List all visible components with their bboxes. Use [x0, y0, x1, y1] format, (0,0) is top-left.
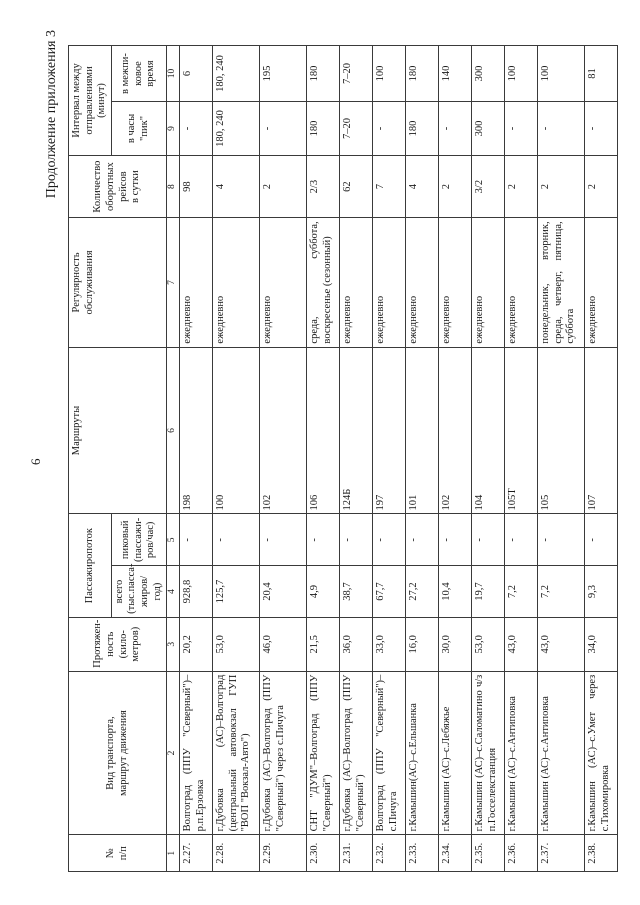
col-number: 4 — [167, 566, 180, 618]
route-length: 20,2 — [180, 617, 213, 671]
route-code: 107 — [585, 347, 618, 514]
interval-peak: 180 — [406, 102, 439, 156]
table-row — [180, 46, 213, 872]
table-row — [505, 46, 538, 872]
service-regularity: среда, суббота, воскресенье (сезонный) — [307, 218, 340, 347]
passengers-total: 125,7 — [213, 566, 260, 618]
interval-offpeak: 100 — [373, 46, 406, 102]
col-number: 2 — [167, 671, 180, 835]
route-code: 100 — [213, 347, 260, 514]
interval-peak: 180, 240 — [213, 102, 260, 156]
header-interval: Интервал между отправлениями (минут) — [69, 46, 112, 156]
table-row — [213, 46, 260, 872]
daily-trips: 4 — [406, 155, 439, 217]
header-pass-flow: Пассажиропоток — [69, 514, 112, 617]
interval-offpeak: 300 — [472, 46, 505, 102]
service-regularity: ежедневно — [585, 218, 618, 347]
daily-trips: 2/3 — [307, 155, 340, 217]
passengers-total: 67,7 — [373, 566, 406, 618]
route-length: 34,0 — [585, 617, 618, 671]
route-name: г.Камышин (АС)–с.Умет через с.Тихомировка — [585, 671, 618, 835]
service-regularity: ежедневно — [260, 218, 307, 347]
passengers-peak: - — [585, 514, 618, 566]
passengers-total: 27,2 — [406, 566, 439, 618]
interval-offpeak: 100 — [505, 46, 538, 102]
routes-table — [68, 45, 618, 872]
daily-trips: 2 — [538, 155, 585, 217]
daily-trips: 2 — [585, 155, 618, 217]
route-name: г.Дубовка (АС)–Волгоград (ППУ "Северный") — [340, 671, 373, 835]
continuation-label: Продолжение приложения 3 — [44, 30, 59, 199]
daily-trips: 2 — [260, 155, 307, 217]
route-name: г.Дубовка (АС)–Волгоград (центральный автовокзал ГУП "ВОП "Вокзал-Авто") — [213, 671, 260, 835]
passengers-total: 928,8 — [180, 566, 213, 618]
col-number: 9 — [167, 102, 180, 156]
passengers-peak: - — [472, 514, 505, 566]
interval-peak: - — [260, 102, 307, 156]
route-code: 102 — [260, 347, 307, 514]
route-code: 104 — [472, 347, 505, 514]
route-length: 53,0 — [472, 617, 505, 671]
daily-trips: 3/2 — [472, 155, 505, 217]
service-regularity: ежедневно — [439, 218, 472, 347]
route-code: 101 — [406, 347, 439, 514]
service-regularity: ежедневно — [406, 218, 439, 347]
passengers-peak: - — [180, 514, 213, 566]
route-length: 43,0 — [538, 617, 585, 671]
route-code: 105 — [538, 347, 585, 514]
interval-offpeak: 100 — [538, 46, 585, 102]
interval-offpeak: 180, 240 — [213, 46, 260, 102]
service-regularity: понедельник, вторник, среда, четверг, пятница, суббота — [538, 218, 585, 347]
col-number: 6 — [167, 347, 180, 514]
route-name: г.Камышин (АС)–с.Саломатино ч/з п.Госселекстанция — [472, 671, 505, 835]
col-number: 3 — [167, 617, 180, 671]
table-row — [340, 46, 373, 872]
interval-offpeak: 180 — [406, 46, 439, 102]
interval-offpeak: 195 — [260, 46, 307, 102]
passengers-total: 10,4 — [439, 566, 472, 618]
interval-peak: - — [585, 102, 618, 156]
route-name: СНТ "ДУМ"–Волгоград (ППУ "Северный") — [307, 671, 340, 835]
col-number: 8 — [167, 155, 180, 217]
route-code: 198 — [180, 347, 213, 514]
route-name: Волгоград (ППУ "Северный")–с.Пичуга — [373, 671, 406, 835]
table-row — [373, 46, 406, 872]
passengers-total: 20,4 — [260, 566, 307, 618]
route-length: 21,5 — [307, 617, 340, 671]
route-length: 36,0 — [340, 617, 373, 671]
header-route: Вид транспорта, маршрут движения — [69, 671, 167, 835]
col-number: 7 — [167, 218, 180, 347]
table-row — [260, 46, 307, 872]
page-number: 6 — [28, 458, 43, 465]
table-row — [538, 46, 585, 872]
header-num: № п/п — [69, 835, 167, 872]
route-name: г.Дубовка (АС)–Волгоград (ППУ "Северный") через с.Пичуга — [260, 671, 307, 835]
interval-offpeak: 140 — [439, 46, 472, 102]
header-routes: Маршруты — [69, 347, 167, 514]
route-length: 43,0 — [505, 617, 538, 671]
service-regularity: ежедневно — [373, 218, 406, 347]
row-number: 2.37. — [538, 835, 585, 872]
header-interval-off: в межпи- ковое время — [111, 46, 166, 102]
route-code: 197 — [373, 347, 406, 514]
route-length: 33,0 — [373, 617, 406, 671]
daily-trips: 4 — [213, 155, 260, 217]
row-number: 2.30. — [307, 835, 340, 872]
passengers-peak: - — [307, 514, 340, 566]
interval-offpeak: 7–20 — [340, 46, 373, 102]
passengers-peak: - — [213, 514, 260, 566]
passengers-total: 4,9 — [307, 566, 340, 618]
daily-trips: 98 — [180, 155, 213, 217]
table-row — [585, 46, 618, 872]
table-row — [472, 46, 505, 872]
row-number: 2.27. — [180, 835, 213, 872]
passengers-peak: - — [505, 514, 538, 566]
route-name: Волгоград (ППУ "Северный")–р.п.Ерзовка — [180, 671, 213, 835]
row-number: 2.38. — [585, 835, 618, 872]
interval-peak: - — [439, 102, 472, 156]
service-regularity: ежедневно — [180, 218, 213, 347]
route-name: г.Камышин (АС)–с.Лебяжье — [439, 671, 472, 835]
route-code: 106 — [307, 347, 340, 514]
header-pass-peak: пиковый (пассажи- ров/час) — [111, 514, 166, 566]
col-number: 1 — [167, 835, 180, 872]
daily-trips: 2 — [505, 155, 538, 217]
passengers-total: 38,7 — [340, 566, 373, 618]
passengers-peak: - — [439, 514, 472, 566]
interval-peak: 7–20 — [340, 102, 373, 156]
row-number: 2.32. — [373, 835, 406, 872]
route-code: 105Т — [505, 347, 538, 514]
service-regularity: ежедневно — [340, 218, 373, 347]
service-regularity: ежедневно — [472, 218, 505, 347]
interval-peak: - — [538, 102, 585, 156]
route-length: 16,0 — [406, 617, 439, 671]
row-number: 2.36. — [505, 835, 538, 872]
service-regularity: ежедневно — [213, 218, 260, 347]
passengers-total: 9,3 — [585, 566, 618, 618]
row-number: 2.35. — [472, 835, 505, 872]
interval-offpeak: 81 — [585, 46, 618, 102]
col-number: 5 — [167, 514, 180, 566]
route-code: 102 — [439, 347, 472, 514]
header-pass-total: всего (тыс.пасса- жиров/год) — [111, 566, 166, 618]
interval-peak: 180 — [307, 102, 340, 156]
route-name: г.Камышин(АС)–с.Ельшанка — [406, 671, 439, 835]
table-row — [307, 46, 340, 872]
route-name: г.Камышин (АС)–с.Антиповка — [505, 671, 538, 835]
interval-peak: - — [505, 102, 538, 156]
interval-offpeak: 6 — [180, 46, 213, 102]
interval-offpeak: 180 — [307, 46, 340, 102]
passengers-total: 7,2 — [505, 566, 538, 618]
passengers-peak: - — [340, 514, 373, 566]
daily-trips: 7 — [373, 155, 406, 217]
interval-peak: - — [180, 102, 213, 156]
interval-peak: 300 — [472, 102, 505, 156]
header-regularity: Регулярность обслуживания — [69, 218, 167, 347]
row-number: 2.33. — [406, 835, 439, 872]
interval-peak: - — [373, 102, 406, 156]
passengers-peak: - — [373, 514, 406, 566]
service-regularity: ежедневно — [505, 218, 538, 347]
route-length: 30,0 — [439, 617, 472, 671]
row-number: 2.34. — [439, 835, 472, 872]
header-interval-peak: в часы "пик" — [111, 102, 166, 156]
passengers-total: 7,2 — [538, 566, 585, 618]
table-row — [406, 46, 439, 872]
header-length: Протяжен- ность (кило- метров) — [69, 617, 167, 671]
daily-trips: 62 — [340, 155, 373, 217]
route-length: 53,0 — [213, 617, 260, 671]
route-length: 46,0 — [260, 617, 307, 671]
route-code: 124Б — [340, 347, 373, 514]
header-trips: Количество оборотных рейсов в сутки — [69, 155, 167, 217]
route-name: г.Камышин (АС)–с.Антиповка — [538, 671, 585, 835]
col-number: 10 — [167, 46, 180, 102]
daily-trips: 2 — [439, 155, 472, 217]
passengers-total: 19,7 — [472, 566, 505, 618]
table-row — [439, 46, 472, 872]
row-number: 2.28. — [213, 835, 260, 872]
passengers-peak: - — [538, 514, 585, 566]
passengers-peak: - — [406, 514, 439, 566]
passengers-peak: - — [260, 514, 307, 566]
row-number: 2.29. — [260, 835, 307, 872]
row-number: 2.31. — [340, 835, 373, 872]
